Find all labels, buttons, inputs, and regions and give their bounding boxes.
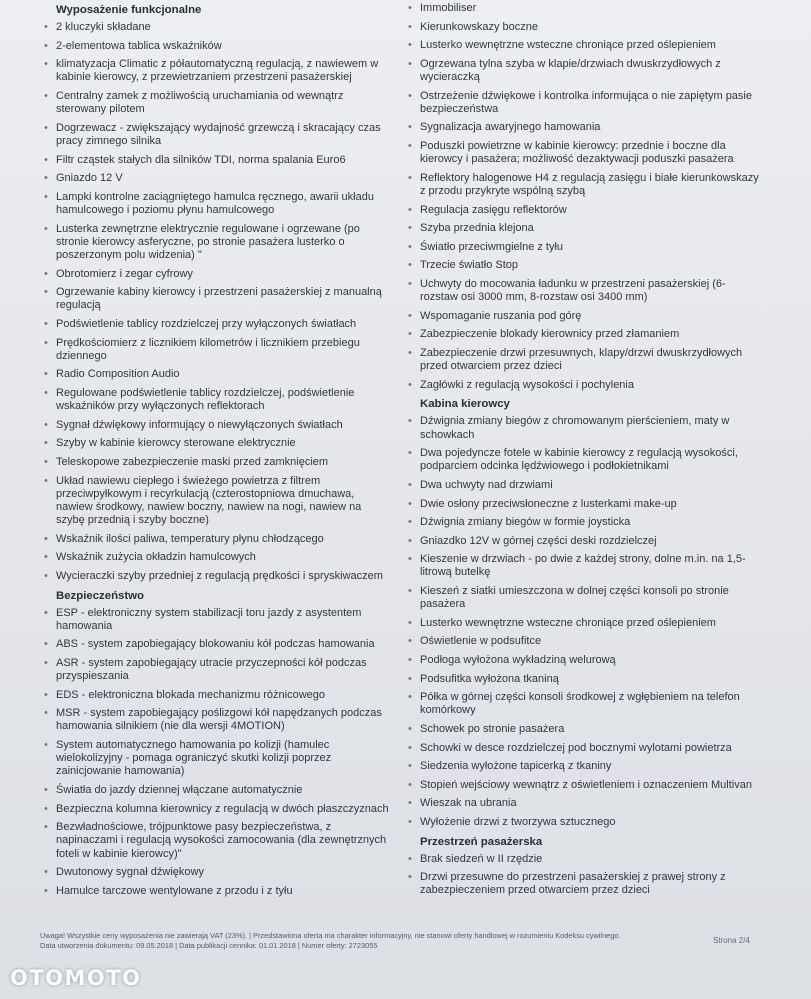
list-item	[404, 347, 759, 373]
list-item-text: Wskaźnik ilości paliwa, temperatury płynu chłodzącego	[56, 532, 324, 545]
list-item-text: Podłoga wyłożona wykładziną welurową	[420, 654, 616, 667]
list-item-text: Wieszak na ubrania	[420, 797, 517, 810]
list-item	[404, 21, 759, 34]
footer-document-info: Data utworzenia dokumentu: 09.05.2018 | Data publikacji cennika: 01.01.2018 | Numer oferty: 2723055	[40, 941, 378, 950]
list-item	[40, 570, 392, 583]
bullet-icon: •	[408, 57, 412, 70]
list-item	[404, 635, 759, 648]
safety-list	[40, 607, 392, 899]
list-item	[404, 871, 759, 897]
list-item	[40, 607, 392, 633]
bullet-icon: •	[44, 707, 48, 720]
bullet-icon: •	[408, 816, 412, 829]
list-item	[40, 784, 392, 797]
bullet-icon: •	[408, 447, 412, 460]
bullet-icon: •	[44, 267, 48, 280]
bullet-icon: •	[408, 378, 412, 391]
list-item	[40, 58, 392, 84]
list-item-text: Dwie osłony przeciwsłoneczne z lusterkami make-up	[420, 497, 677, 510]
list-item-text: Zabezpieczenie drzwi przesuwnych, klapy/drzwi dwuskrzydłowych przed otwarciem przez dzieci	[420, 346, 743, 373]
bullet-icon: •	[408, 516, 412, 529]
list-item	[404, 585, 759, 611]
bullet-icon: •	[44, 821, 48, 834]
list-item	[404, 328, 759, 341]
bullet-icon: •	[408, 741, 412, 754]
bullet-icon: •	[408, 654, 412, 667]
list-item	[404, 121, 759, 134]
list-item-text: System automatycznego hamowania po kolizji (hamulec wielokolizyjny - pomaga ograniczyć skutki kolizji poprzez zainicjowanie hamowania)	[56, 739, 332, 778]
list-item-text: Teleskopowe zabezpieczenie maski przed zamknięciem	[56, 455, 329, 468]
list-item	[404, 535, 759, 548]
bullet-icon: •	[408, 852, 412, 865]
list-item	[404, 58, 759, 84]
list-item	[40, 154, 392, 167]
list-item	[40, 803, 392, 816]
passenger-list	[404, 853, 759, 898]
list-item-text: Dwutonowy sygnał dźwiękowy	[56, 866, 204, 879]
list-item-text: Schowek po stronie pasażera	[420, 723, 565, 736]
bullet-icon: •	[408, 139, 412, 152]
bullet-icon: •	[44, 688, 48, 701]
list-item	[404, 2, 759, 15]
bullet-icon: •	[408, 635, 412, 648]
list-item-text: Układ nawiewu ciepłego i świeżego powietrza z filtrem przeciwpyłkowym i recyrkulacją (czterostopniowa dmuchawa, nawiew środkowy, nawiew boczny, nawiew na nogi, nawiew na szybę przednią i szyby boczne)	[56, 474, 362, 527]
list-item	[404, 654, 759, 667]
bullet-icon: •	[408, 778, 412, 791]
bullet-icon: •	[44, 153, 48, 166]
list-item	[40, 821, 392, 861]
list-item	[40, 337, 392, 363]
list-item-text: Półka w górnej części konsoli środkowej z wgłębieniem na telefon komórkowy	[420, 691, 740, 717]
list-item	[404, 723, 759, 736]
section-heading-safety: Bezpieczeństwo	[56, 589, 144, 602]
bullet-icon: •	[44, 802, 48, 815]
list-item	[40, 533, 392, 546]
list-item-text: Kierunkowskazy boczne	[420, 20, 539, 33]
list-item	[40, 456, 392, 469]
bullet-icon: •	[408, 121, 412, 134]
bullet-icon: •	[408, 259, 412, 272]
bullet-icon: •	[408, 478, 412, 491]
list-item	[404, 853, 759, 866]
cabin-list	[404, 415, 759, 829]
bullet-icon: •	[44, 317, 48, 330]
bullet-icon: •	[408, 723, 412, 736]
list-item-text: Radio Composition Audio	[56, 368, 180, 381]
bullet-icon: •	[408, 203, 412, 216]
list-item-text: Prędkościomierz z licznikiem kilometrów i licznikiem przebiegu dziennego	[56, 336, 360, 362]
bullet-icon: •	[408, 171, 412, 184]
list-item-text: Wycieraczki szyby przedniej z regulacją prędkości i spryskiwaczem	[56, 569, 383, 582]
otomoto-logo: OTOMOTO	[10, 966, 142, 990]
list-item-text: ASR - system zapobiegający utracie przyczepności kół podczas przyspieszania	[56, 656, 367, 683]
list-item-text: Światła do jazdy dziennej włączane automatycznie	[56, 784, 303, 797]
functional-list	[40, 21, 392, 583]
bullet-icon: •	[408, 89, 412, 102]
list-item-text: Kieszenie w drzwiach - po dwie z każdej strony, dolne m.in. na 1,5-litrową butelkę	[420, 553, 746, 579]
list-item	[40, 739, 392, 779]
list-item-text: Gniazdo 12 V	[56, 172, 123, 185]
list-item	[40, 437, 392, 450]
bullet-icon: •	[408, 672, 412, 685]
bullet-icon: •	[44, 336, 48, 349]
list-item	[404, 673, 759, 686]
list-item-text: Sygnał dźwiękowy informujący o niewyłączonych światłach	[56, 418, 343, 431]
list-item	[404, 553, 759, 579]
list-item	[404, 241, 759, 254]
list-item	[40, 475, 392, 528]
list-item-text: Ogrzewana tylna szyba w klapie/drzwiach dwuskrzydłowych z wycieraczką	[420, 57, 721, 83]
bullet-icon: •	[408, 797, 412, 810]
list-item	[404, 617, 759, 630]
bullet-icon: •	[408, 497, 412, 510]
bullet-icon: •	[44, 386, 48, 399]
list-item	[404, 779, 759, 792]
list-item-text: Obrotomierz i zegar cyfrowy	[56, 267, 193, 280]
bullet-icon: •	[44, 172, 48, 185]
section-heading-cabin: Kabina kierowcy	[420, 398, 510, 411]
list-item-text: Filtr cząstek stałych dla silników TDI, norma spalania Euro6	[56, 153, 346, 166]
bullet-icon: •	[44, 418, 48, 431]
bullet-icon: •	[44, 638, 48, 651]
list-item-text: Drzwi przesuwne do przestrzeni pasażerskiej z prawej strony z zabezpieczeniem przed otwarciem przez dzieci	[420, 871, 726, 897]
bullet-icon: •	[44, 551, 48, 564]
list-item-text: Gniazdko 12V w górnej części deski rozdzielczej	[420, 534, 657, 547]
list-item-text: Podświetlenie tablicy rozdzielczej przy wyłączonych światłach	[56, 317, 357, 330]
list-item-text: Stopień wejściowy wewnątrz z oświetleniem i oznaczeniem Multivan	[420, 778, 752, 791]
list-item	[404, 516, 759, 529]
list-item-text: Hamulce tarczowe wentylowane z przodu i z tyłu	[56, 884, 293, 897]
list-item-text: Kieszeń z siatki umieszczona w dolnej części konsoli po stronie pasażera	[420, 585, 729, 611]
list-item	[40, 191, 392, 217]
bullet-icon: •	[44, 121, 48, 134]
safety-list-continued	[404, 2, 759, 392]
bullet-icon: •	[44, 58, 48, 71]
footer-disclaimer: Uwaga! Wszystkie ceny wyposażenia nie zawierają VAT (23%). | Przedstawiona oferta ma charakter informacyjny, nie stanowi oferty handlowej w rozumieniu Kodeksu cywilnego.	[40, 931, 621, 940]
list-item-text: ESP - elektroniczny system stabilizacji toru jazdy z asystentem hamowania	[56, 606, 362, 632]
bullet-icon: •	[44, 532, 48, 545]
left-column	[40, 2, 392, 903]
list-item-text: Zabezpieczenie blokady kierownicy przed złamaniem	[420, 328, 680, 341]
right-column	[404, 2, 759, 903]
bullet-icon: •	[408, 585, 412, 598]
list-item	[404, 39, 759, 52]
list-item-text: Szyby w kabinie kierowcy sterowane elektrycznie	[56, 437, 296, 450]
list-item-text: Centralny zamek z możliwością uruchamiania od wewnątrz sterowany pilotem	[56, 89, 344, 116]
bullet-icon: •	[44, 866, 48, 879]
bullet-icon: •	[44, 569, 48, 582]
list-item-text: Dźwignia zmiany biegów w formie joysticka	[420, 516, 631, 529]
list-item	[40, 419, 392, 432]
list-item	[40, 286, 392, 312]
list-item	[40, 638, 392, 651]
list-item-text: Podsufitka wyłożona tkaniną	[420, 672, 559, 685]
list-item-text: Światło przeciwmgielne z tyłu	[420, 240, 564, 253]
list-item-text: 2-elementowa tablica wskaźników	[56, 39, 222, 52]
list-item-text: 2 kluczyki składane	[56, 21, 151, 33]
list-item	[40, 90, 392, 116]
bullet-icon: •	[44, 455, 48, 468]
list-item-text: Ostrzeżenie dźwiękowe i kontrolka informująca o nie zapiętym pasie bezpieczeństwa	[420, 89, 752, 115]
list-item-text: Oświetlenie w podsufitce	[420, 635, 542, 648]
list-item	[40, 21, 392, 34]
bullet-icon: •	[408, 415, 412, 428]
list-item-text: klimatyzacja Climatic z półautomatyczną regulacją, z nawiewem w kabinie kierowcy, z przewietrzaniem przestrzeni pasażerskiej	[56, 58, 379, 84]
list-item-text: MSR - system zapobiegający poślizgowi kół napędzanych podczas hamowania silnikiem (nie dla wersji 4MOTION)	[56, 707, 382, 733]
section-heading-passenger: Przestrzeń pasażerska	[420, 835, 543, 848]
bullet-icon: •	[408, 691, 412, 704]
list-item	[404, 204, 759, 217]
list-item	[404, 140, 759, 166]
list-item-text: Dźwignia zmiany biegów z chromowanym pierścieniem, maty w schowkach	[420, 415, 730, 441]
list-item	[404, 379, 759, 392]
page-number: Strona 2/4	[713, 936, 750, 945]
list-item-text: Lusterka zewnętrzne elektrycznie regulowane i ogrzewane (po stronie kierowcy asferyczne, po stronie pasażera lusterko o poszerzonym polu widzenia) "	[56, 222, 360, 261]
list-item-text: Szyba przednia klejona	[420, 222, 534, 235]
bullet-icon: •	[408, 240, 412, 253]
list-item	[404, 90, 759, 116]
list-item	[404, 278, 759, 304]
bullet-icon: •	[44, 190, 48, 203]
list-item	[40, 122, 392, 148]
list-item-text: EDS - elektroniczna blokada mechanizmu różnicowego	[56, 688, 326, 701]
list-item-text: Regulacja zasięgu reflektorów	[420, 203, 567, 216]
list-item-text: Wskaźnik zużycia okładzin hamulcowych	[56, 551, 256, 564]
bullet-icon: •	[44, 656, 48, 669]
list-item-text: Zagłówki z regulacją wysokości i pochylenia	[420, 378, 634, 391]
list-item-text: Lampki kontrolne zaciągniętego hamulca ręcznego, awarii układu hamulcowego i poziomu płynu hamulcowego	[56, 190, 374, 216]
list-item-text: Uchwyty do mocowania ładunku w przestrzeni pasażerskiej (6-rozstaw osi 3000 mm, 8-rozstaw osi 3400 mm)	[420, 277, 726, 304]
list-item-text: Sygnalizacja awaryjnego hamowania	[420, 121, 601, 134]
list-item	[40, 268, 392, 281]
list-item	[404, 415, 759, 441]
list-item	[404, 742, 759, 755]
bullet-icon: •	[408, 328, 412, 341]
bullet-icon: •	[408, 39, 412, 52]
bullet-icon: •	[408, 346, 412, 359]
section-heading-functional: Wyposażenie funkcjonalne	[56, 4, 202, 16]
list-item	[404, 498, 759, 511]
bullet-icon: •	[44, 368, 48, 381]
list-item	[404, 479, 759, 492]
list-item-text: Wspomaganie ruszania pod górę	[420, 309, 582, 322]
bullet-icon: •	[408, 222, 412, 235]
list-item-text: Reflektory halogenowe H4 z regulacją zasięgu i białe kierunkowskazy z przodu przykryte wspólną szybą	[420, 171, 759, 197]
list-item-text: Immobiliser	[420, 2, 477, 14]
list-item	[40, 387, 392, 413]
bullet-icon: •	[44, 286, 48, 299]
bullet-icon: •	[44, 21, 48, 33]
bullet-icon: •	[408, 2, 412, 14]
list-item-text: Schowki w desce rozdzielczej pod bocznymi wylotami powietrza	[420, 741, 732, 754]
bullet-icon: •	[44, 437, 48, 450]
bullet-icon: •	[44, 89, 48, 102]
list-item-text: Trzecie światło Stop	[420, 259, 519, 272]
list-item-text: Dwa uchwyty nad drzwiami	[420, 478, 553, 491]
bullet-icon: •	[408, 616, 412, 629]
bullet-icon: •	[44, 39, 48, 52]
list-item	[40, 318, 392, 331]
bullet-icon: •	[44, 784, 48, 797]
list-item	[404, 447, 759, 473]
bullet-icon: •	[408, 20, 412, 33]
bullet-icon: •	[44, 474, 48, 487]
list-item	[40, 551, 392, 564]
list-item	[40, 707, 392, 733]
list-item	[404, 222, 759, 235]
list-item-text: ABS - system zapobiegający blokowaniu kół podczas hamowania	[56, 638, 375, 651]
list-item	[40, 172, 392, 185]
list-item-text: Poduszki powietrzne w kabinie kierowcy: przednie i boczne dla kierowcy i pasażera; możliwość dezaktywacji poduszki pasażera	[420, 139, 734, 166]
bullet-icon: •	[408, 309, 412, 322]
list-item	[40, 885, 392, 898]
list-item	[404, 691, 759, 717]
bullet-icon: •	[408, 277, 412, 290]
bullet-icon: •	[408, 760, 412, 773]
footer-note	[40, 931, 760, 951]
list-item	[40, 368, 392, 381]
bullet-icon: •	[44, 222, 48, 235]
list-item	[40, 657, 392, 683]
bullet-icon: •	[44, 884, 48, 897]
list-item	[40, 689, 392, 702]
bullet-icon: •	[44, 606, 48, 619]
list-item-text: Siedzenia wyłożone tapicerką z tkaniny	[420, 760, 612, 773]
list-item	[404, 310, 759, 323]
list-item	[404, 172, 759, 198]
list-item	[404, 259, 759, 272]
list-item-text: Wyłożenie drzwi z tworzywa sztucznego	[420, 816, 616, 829]
bullet-icon: •	[408, 871, 412, 884]
list-item	[40, 866, 392, 879]
list-item	[40, 40, 392, 53]
list-item-text: Bezwładnościowe, trójpunktowe pasy bezpieczeństwa, z napinaczami i regulacją wysokości zamocowania (dla zewnętrznych foteli w kabinie kierowcy)"	[56, 821, 387, 860]
list-item	[404, 797, 759, 810]
list-item-text: Ogrzewanie kabiny kierowcy i przestrzeni pasażerskiej z manualną regulacją	[56, 286, 382, 312]
list-item-text: Lusterko wewnętrzne wsteczne chroniące przed oślepieniem	[420, 616, 716, 629]
list-item	[40, 223, 392, 263]
bullet-icon: •	[44, 739, 48, 752]
list-item-text: Dwa pojedyncze fotele w kabinie kierowcy z regulacją wysokości, podparciem odcinka lędźwiowego i podłokietnikami	[420, 447, 738, 473]
list-item	[404, 760, 759, 773]
bullet-icon: •	[408, 534, 412, 547]
list-item-text: Regulowane podświetlenie tablicy rozdzielczej, podświetlenie wskaźników przy wyłączonych reflektorach	[56, 386, 355, 413]
list-item-text: Brak siedzeń w II rzędzie	[420, 852, 543, 865]
list-item-text: Bezpieczna kolumna kierownicy z regulacją w dwóch płaszczyznach	[56, 802, 389, 815]
list-item-text: Lusterko wewnętrzne wsteczne chroniące przed oślepieniem	[420, 39, 716, 52]
bullet-icon: •	[408, 553, 412, 566]
list-item-text: Dogrzewacz - zwiększający wydajność grzewczą i skracający czas pracy zimnego silnika	[56, 121, 381, 147]
list-item	[404, 816, 759, 829]
